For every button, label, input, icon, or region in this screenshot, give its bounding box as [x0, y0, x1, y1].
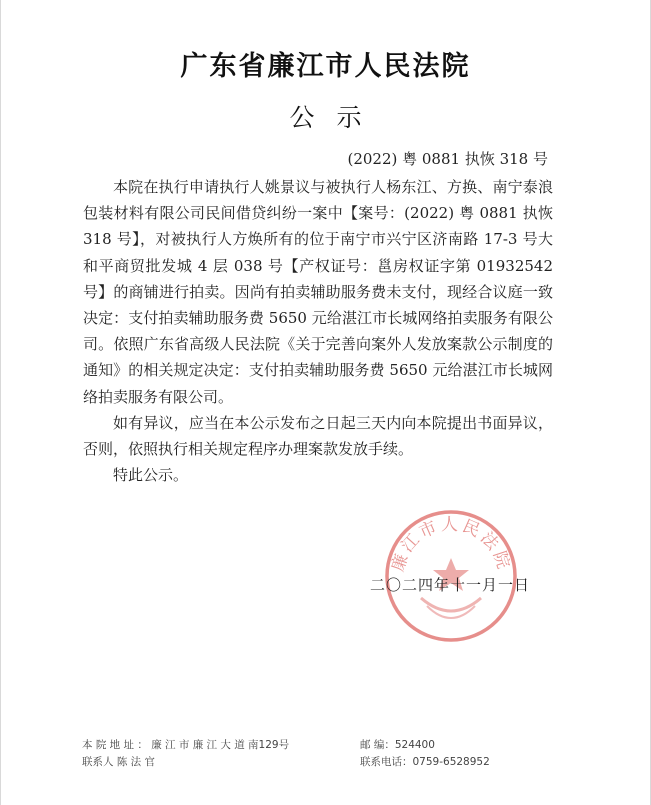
body-paragraph-2: 如有异议，应当在本公示发布之日起三天内向本院提出书面异议，否则，依照执行相关规定程序办理案款发放手续。	[83, 413, 553, 459]
closing-statement: 特此公示。	[113, 466, 189, 485]
seal-text: 廉江市人民法院	[388, 515, 514, 575]
footer-contact: 联系人 陈 法 官	[82, 756, 156, 768]
footer-phone: 联系电话：0759-6528952	[360, 756, 490, 768]
footer-address: 本 院 地 址 ： 廉 江 市 廉 江 大 道 南129号	[82, 739, 290, 751]
notice-date: 二〇二四年十一月一日	[370, 576, 531, 594]
notice-body	[83, 174, 553, 488]
case-number: (2022) 粤 0881 执恢 318 号	[347, 150, 548, 168]
footer-postcode: 邮 编：524400	[360, 739, 435, 751]
body-paragraph-1: 本院在执行申请执行人姚景议与被执行人杨东江、方换、南宁泰浪包装材料有限公司民间借贷纠纷一案中【案号：(2022) 粤 0881 执恢 318 号】，对被执行人方焕所有的位于南宁市兴宁区济南路 17-3 号大和平商贸批发城 4 层 038 号【产权证号：邕房权证字第 01932542 号】的商铺进行拍卖。因尚有拍卖辅助服务费未支付，现经合议庭一致决定：支付拍卖辅助服务费 5650 元给湛江市长城网络拍卖服务有限公司。依照广东省高级人民法院《关于完善向案外人发放案款公示制度的通知》的相关规定决定：支付拍卖辅助服务费 5650 元给湛江市长城网络拍卖服务有限公司。	[83, 178, 553, 406]
footer-contact-info	[82, 737, 490, 771]
court-name-heading: 广东省廉江市人民法院	[180, 51, 471, 82]
notice-title: 公示	[289, 103, 384, 132]
